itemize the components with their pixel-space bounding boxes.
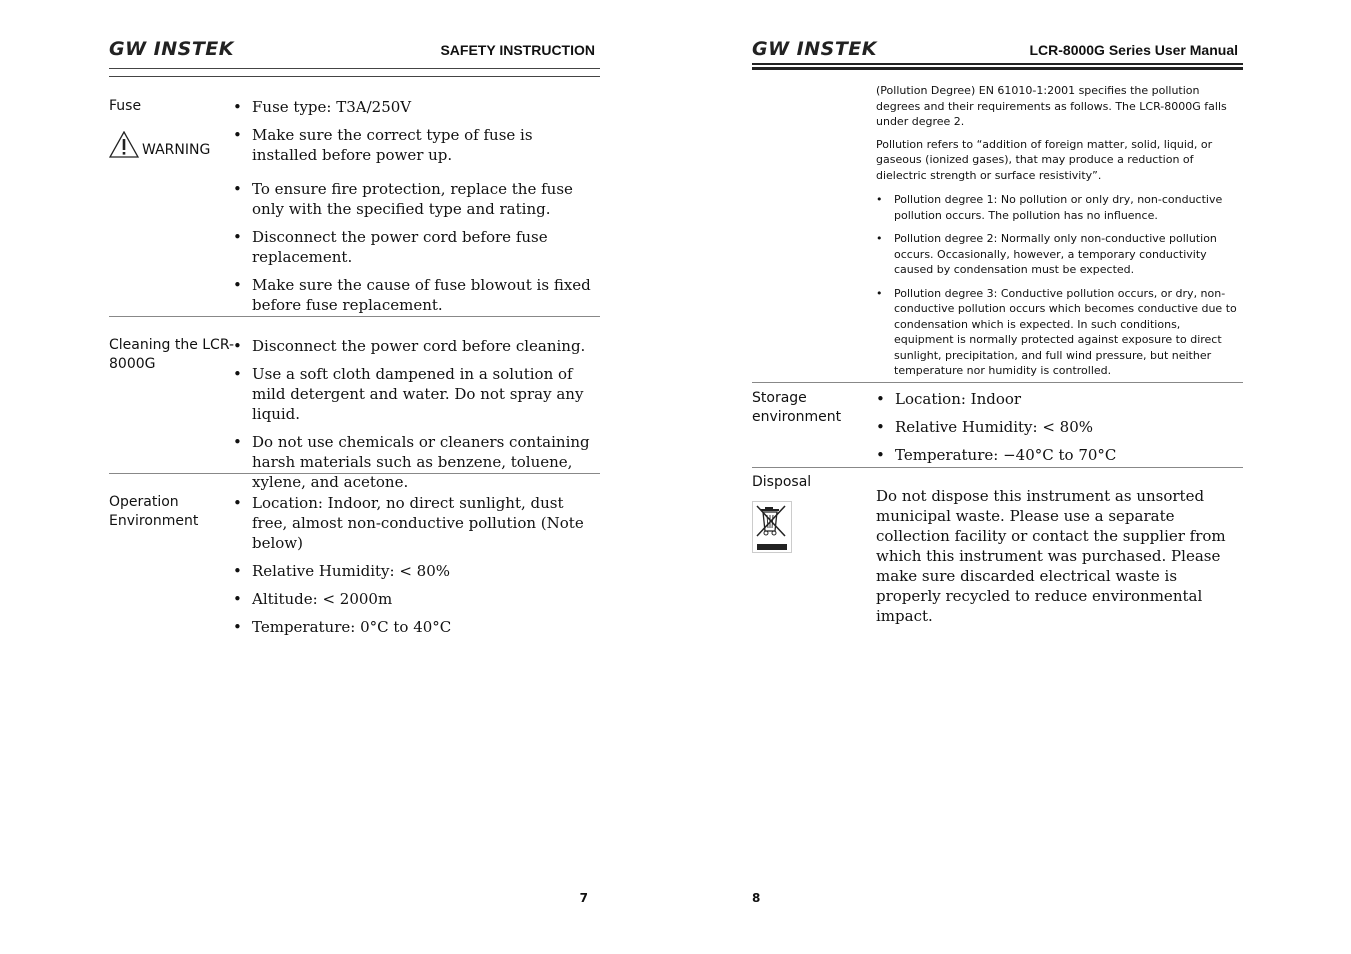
section-label bbox=[109, 493, 198, 531]
list-item: • Temperature: −40°C to 70°C bbox=[876, 445, 1243, 465]
header-rule bbox=[752, 63, 1243, 65]
list-item: • Make sure the correct type of fuse is installed before power up. bbox=[233, 125, 600, 165]
page-header-title: LCR-8000G Series User Manual bbox=[1029, 42, 1238, 58]
list-item: • Location: Indoor, no direct sunlight, dust free, almost non-conductive pollution (Note below) bbox=[233, 493, 600, 553]
pollution-definition: Pollution refers to “addition of foreign matter, solid, liquid, or gaseous (ionized gases), that may produce a reduction of dielectric strength or surface resistivity”. bbox=[876, 137, 1213, 182]
section-label-line: Operation bbox=[109, 494, 179, 510]
weee-bin-icon bbox=[752, 501, 792, 553]
warning-icon bbox=[109, 131, 139, 158]
list-item: • Use a soft cloth dampened in a solution of mild detergent and water. Do not spray any liquid. bbox=[233, 364, 600, 424]
list-item: • Altitude: < 2000m bbox=[233, 589, 600, 609]
list-item: • Disconnect the power cord before fuse replacement. bbox=[233, 227, 600, 267]
section-body bbox=[876, 83, 1243, 387]
list-item: • Pollution degree 2: Normally only non-conductive pollution occurs. Occasionally, however, a temporary conductivity caused by condensation must be expected. bbox=[876, 231, 1243, 278]
section-body bbox=[876, 486, 1243, 626]
section-divider bbox=[752, 467, 1243, 468]
section-label: Disposal bbox=[752, 474, 812, 490]
list-item: • Relative Humidity: < 80% bbox=[876, 417, 1243, 437]
list-item: • Location: Indoor bbox=[876, 389, 1243, 409]
list-item: • Pollution degree 1: No pollution or only dry, non-conductive pollution occurs. The pollution has no influence. bbox=[876, 192, 1243, 223]
header-rule bbox=[109, 76, 600, 77]
list-item: • Pollution degree 3: Conductive pollution occurs, or dry, non-conductive pollution occurs which becomes conductive due to condensation which is expected. In such conditions, equipment is normally protected against exposure to direct sunlight, precipitation, and full wind pressure, but neither temperature nor humidity is controlled. bbox=[876, 286, 1243, 379]
header-rule bbox=[752, 67, 1243, 70]
section-divider bbox=[109, 473, 600, 474]
section-label-line: Cleaning the LCR- bbox=[109, 337, 235, 353]
list-item: • Fuse type: T3A/250V bbox=[233, 97, 600, 117]
section-body bbox=[233, 97, 600, 323]
brand-logo: GW INSTEK bbox=[752, 38, 877, 60]
pollution-degree-list bbox=[876, 192, 1243, 379]
page-number: 8 bbox=[752, 891, 761, 905]
section-label-line: Storage bbox=[752, 390, 807, 406]
list-item: • Temperature: 0°C to 40°C bbox=[233, 617, 600, 637]
section-divider bbox=[109, 316, 600, 317]
operation-list bbox=[233, 493, 600, 637]
section-divider bbox=[752, 382, 1243, 383]
disposal-text: Do not dispose this instrument as unsorted municipal waste. Please use a separate collection facility or contact the supplier from which this instrument was purchased. Please make sure discarded electrical waste is properly recycled to reduce environmental impact. bbox=[876, 487, 1226, 625]
section-label-line: Environment bbox=[109, 513, 199, 529]
right-page bbox=[752, 0, 1243, 954]
section-body bbox=[233, 493, 600, 645]
section-label-line: 8000G bbox=[109, 356, 156, 372]
section-label-line: environment bbox=[752, 409, 842, 425]
left-page bbox=[109, 0, 600, 954]
fuse-list bbox=[233, 97, 600, 315]
storage-list bbox=[876, 389, 1243, 465]
section-body bbox=[233, 336, 600, 500]
warning-notice bbox=[109, 131, 210, 158]
page-number: 7 bbox=[579, 891, 588, 905]
list-item: • Relative Humidity: < 80% bbox=[233, 561, 600, 581]
pollution-intro: (Pollution Degree) EN 61010-1:2001 specifies the pollution degrees and their requirements as follows. The LCR-8000G falls under degree 2. bbox=[876, 84, 1227, 128]
list-item: • To ensure fire protection, replace the fuse only with the specified type and rating. bbox=[233, 179, 600, 219]
section-body bbox=[876, 389, 1243, 473]
section-label bbox=[109, 336, 234, 374]
cleaning-list bbox=[233, 336, 600, 492]
warning-label: WARNING bbox=[142, 142, 211, 158]
section-label: Fuse bbox=[109, 98, 142, 114]
section-label bbox=[752, 389, 841, 427]
list-item: • Disconnect the power cord before cleaning. bbox=[233, 336, 600, 356]
list-item: • Make sure the cause of fuse blowout is fixed before fuse replacement. bbox=[233, 275, 600, 315]
brand-logo: GW INSTEK bbox=[109, 38, 234, 60]
list-item: • Do not use chemicals or cleaners containing harsh materials such as benzene, toluene, xylene, and acetone. bbox=[233, 432, 600, 492]
header-rule bbox=[109, 68, 600, 69]
page-header-title: SAFETY INSTRUCTION bbox=[440, 42, 595, 58]
